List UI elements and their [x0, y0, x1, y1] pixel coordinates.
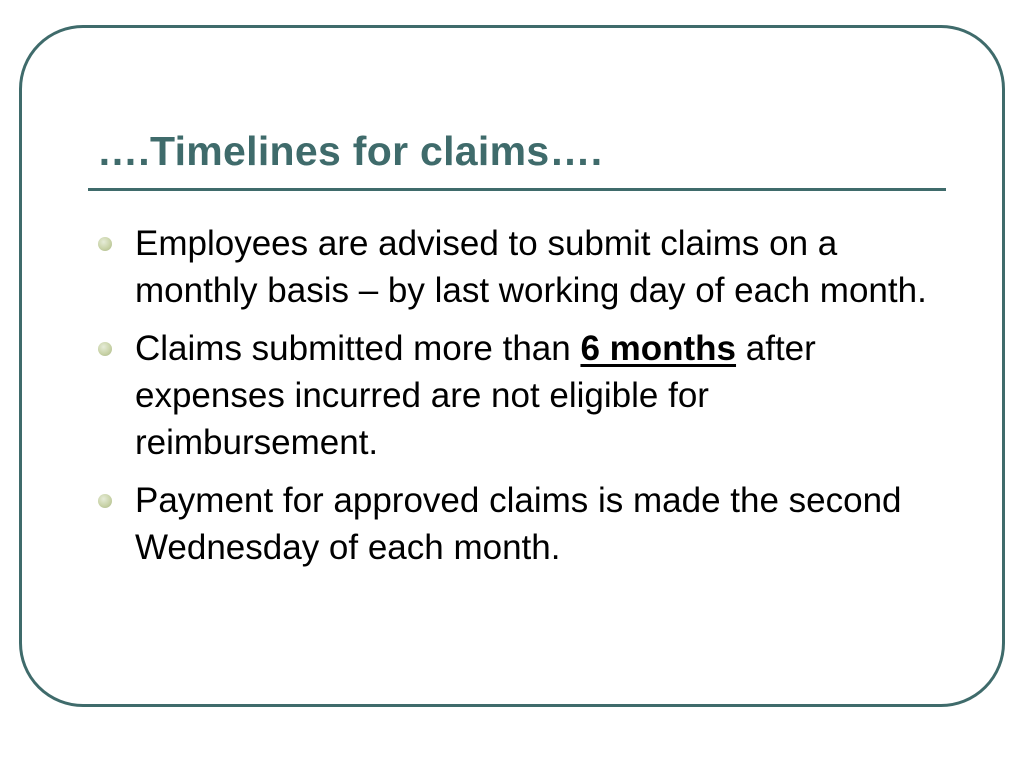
title-divider [88, 188, 946, 191]
bullet-dot-icon [98, 494, 112, 508]
bullet-dot-icon [98, 237, 112, 251]
bullet-item-monthly-submission [98, 220, 938, 314]
bullet-list [98, 220, 938, 582]
bullet-text: Payment for approved claims is made the second Wednesday of each month. [135, 481, 902, 567]
bullet-item-eligibility [98, 325, 938, 466]
bullet-text: Employees are advised to submit claims on a monthly basis – by last working day of each month. [135, 224, 927, 310]
bullet-text-after: after expenses incurred are not eligible for reimbursement. [135, 329, 816, 462]
bullet-text-before: Claims submitted more than [135, 329, 581, 368]
bullet-item-payment-schedule [98, 477, 938, 571]
bullet-dot-icon [98, 342, 112, 356]
slide-title: ….Timelines for claims…. [97, 128, 603, 174]
bullet-emphasis-6-months: 6 months [580, 329, 737, 368]
